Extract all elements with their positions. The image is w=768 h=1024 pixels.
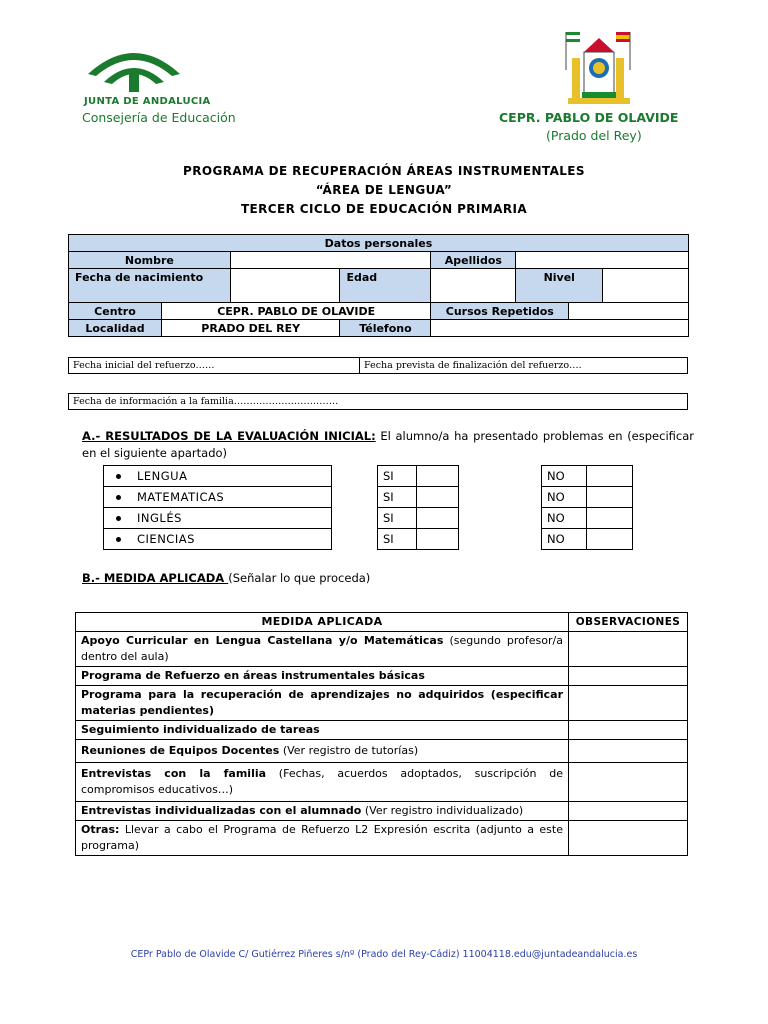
medida-title: Apoyo Curricular en Lengua Castellana y/o Matemáticas bbox=[81, 634, 444, 647]
observaciones-cell[interactable] bbox=[569, 740, 688, 763]
medida-detail: (segundo profesor/a dentro del aula) bbox=[81, 634, 563, 663]
subject-label: CIENCIAS bbox=[137, 532, 195, 546]
medida-title: Programa para la recuperación de aprendizajes no adquiridos (especificar materias pendientes) bbox=[81, 688, 563, 717]
medida-detail: Llevar a cabo el Programa de Refuerzo L2 Expresión escrita (adjunto a este programa) bbox=[81, 823, 563, 852]
school-crest-icon bbox=[564, 30, 634, 108]
fecha-prevista-field[interactable]: Fecha prevista de finalización del refuerzo…. bbox=[359, 357, 688, 374]
medida-title: Otras: bbox=[81, 823, 120, 836]
medida-detail: (Fechas, acuerdos adoptados, suscripción de compromisos educativos…) bbox=[81, 767, 563, 796]
medida-title: Seguimiento individualizado de tareas bbox=[81, 723, 320, 736]
medida-table bbox=[75, 612, 688, 856]
si-label: SI bbox=[378, 508, 417, 529]
label-nombre: Nombre bbox=[69, 252, 231, 269]
medida-row bbox=[76, 721, 569, 740]
medida-detail: (Ver registro de tutorías) bbox=[279, 744, 419, 757]
section-b bbox=[82, 571, 370, 585]
si-checkbox[interactable] bbox=[416, 487, 458, 508]
fecha-inicial-field[interactable]: Fecha inicial del refuerzo…… bbox=[68, 357, 360, 374]
school-name: CEPR. PABLO DE OLAVIDE bbox=[499, 110, 679, 125]
medida-row bbox=[76, 667, 569, 686]
field-nombre[interactable] bbox=[230, 252, 431, 269]
field-fecha-nacimiento[interactable] bbox=[230, 269, 340, 303]
bullet-icon bbox=[116, 495, 121, 500]
subject-row bbox=[104, 508, 332, 529]
no-label: NO bbox=[542, 487, 587, 508]
si-label: SI bbox=[378, 487, 417, 508]
bullet-icon bbox=[116, 516, 121, 521]
medida-title: Entrevistas individualizadas con el alumnado bbox=[81, 804, 362, 817]
si-checkbox[interactable] bbox=[416, 508, 458, 529]
label-telefono: Télefono bbox=[340, 320, 431, 337]
si-label: SI bbox=[378, 466, 417, 487]
subject-row bbox=[104, 529, 332, 550]
observaciones-cell[interactable] bbox=[569, 667, 688, 686]
label-nivel: Nivel bbox=[516, 269, 603, 303]
bullet-icon bbox=[116, 537, 121, 542]
no-checkbox[interactable] bbox=[586, 487, 632, 508]
field-apellidos[interactable] bbox=[516, 252, 689, 269]
personal-data-table bbox=[68, 234, 689, 337]
org-name: JUNTA DE ANDALUCIA bbox=[84, 96, 211, 107]
title-line-2: “ÁREA DE LENGUA” bbox=[315, 183, 453, 197]
section-b-label: B.- MEDIDA APLICADA bbox=[82, 571, 229, 585]
no-checkbox[interactable] bbox=[586, 466, 632, 487]
medida-detail: (Ver registro individualizado) bbox=[361, 804, 524, 817]
observaciones-header: OBSERVACIONES bbox=[569, 613, 688, 632]
no-checkbox[interactable] bbox=[586, 508, 632, 529]
si-checkbox[interactable] bbox=[416, 529, 458, 550]
fecha-informacion-field[interactable]: Fecha de información a la familia…………………………… bbox=[68, 393, 688, 410]
footer-address: CEPr Pablo de Olavide C/ Gutiérrez Piñeres s/nº (Prado del Rey-Cádiz) 11004118.edu@juntadeandalucia.es bbox=[130, 949, 638, 960]
field-nivel[interactable] bbox=[603, 269, 689, 303]
medida-row bbox=[76, 821, 569, 856]
medida-title: Reuniones de Equipos Docentes bbox=[81, 744, 280, 757]
section-b-text: (Señalar lo que proceda) bbox=[228, 571, 371, 585]
section-a-label: A.- RESULTADOS DE LA EVALUACIÓN INICIAL: bbox=[82, 429, 376, 443]
subject-label: LENGUA bbox=[137, 469, 188, 483]
observaciones-cell[interactable] bbox=[569, 686, 688, 721]
observaciones-cell[interactable] bbox=[569, 632, 688, 667]
medida-row bbox=[76, 763, 569, 802]
label-localidad: Localidad bbox=[69, 320, 162, 337]
field-edad[interactable] bbox=[431, 269, 516, 303]
no-checkbox[interactable] bbox=[586, 529, 632, 550]
label-fecha-nacimiento: Fecha de nacimiento bbox=[69, 269, 231, 303]
centro-value: CEPR. PABLO DE OLAVIDE bbox=[161, 303, 430, 320]
section-a-text: El alumno/a ha presentado problemas en (especificar en el siguiente apartado) bbox=[82, 429, 694, 460]
junta-andalucia-logo-icon bbox=[84, 38, 184, 96]
label-centro: Centro bbox=[69, 303, 162, 320]
title-line-3: TERCER CICLO DE EDUCACIÓN PRIMARIA bbox=[240, 202, 528, 216]
no-table bbox=[541, 465, 633, 550]
field-telefono[interactable] bbox=[431, 320, 689, 337]
section-a bbox=[82, 428, 694, 462]
si-table bbox=[377, 465, 459, 550]
subject-row bbox=[104, 487, 332, 508]
medida-header: MEDIDA APLICADA bbox=[76, 613, 569, 632]
observaciones-cell[interactable] bbox=[569, 763, 688, 802]
si-label: SI bbox=[378, 529, 417, 550]
localidad-value: PRADO DEL REY bbox=[161, 320, 340, 337]
label-cursos-repetidos: Cursos Repetidos bbox=[431, 303, 569, 320]
department-name: Consejería de Educación bbox=[82, 110, 236, 125]
medida-title: Programa de Refuerzo en áreas instrumentales básicas bbox=[81, 669, 425, 682]
medida-row bbox=[76, 632, 569, 667]
subject-row bbox=[104, 466, 332, 487]
observaciones-cell[interactable] bbox=[569, 802, 688, 821]
label-edad: Edad bbox=[340, 269, 431, 303]
title-line-1: PROGRAMA DE RECUPERACIÓN ÁREAS INSTRUMENTALES bbox=[183, 164, 585, 178]
no-label: NO bbox=[542, 508, 587, 529]
subjects-table bbox=[103, 465, 332, 550]
no-label: NO bbox=[542, 529, 587, 550]
medida-title: Entrevistas con la familia bbox=[81, 767, 267, 780]
personal-data-heading: Datos personales bbox=[69, 235, 689, 252]
observaciones-cell[interactable] bbox=[569, 821, 688, 856]
medida-row bbox=[76, 686, 569, 721]
subject-label: MATEMATICAS bbox=[137, 490, 225, 504]
subject-label: INGLÉS bbox=[137, 511, 182, 525]
si-checkbox[interactable] bbox=[416, 466, 458, 487]
medida-row bbox=[76, 740, 569, 763]
field-cursos-repetidos[interactable] bbox=[569, 303, 689, 320]
observaciones-cell[interactable] bbox=[569, 721, 688, 740]
label-apellidos: Apellidos bbox=[431, 252, 516, 269]
no-label: NO bbox=[542, 466, 587, 487]
medida-row bbox=[76, 802, 569, 821]
school-town: (Prado del Rey) bbox=[546, 128, 642, 143]
bullet-icon bbox=[116, 474, 121, 479]
